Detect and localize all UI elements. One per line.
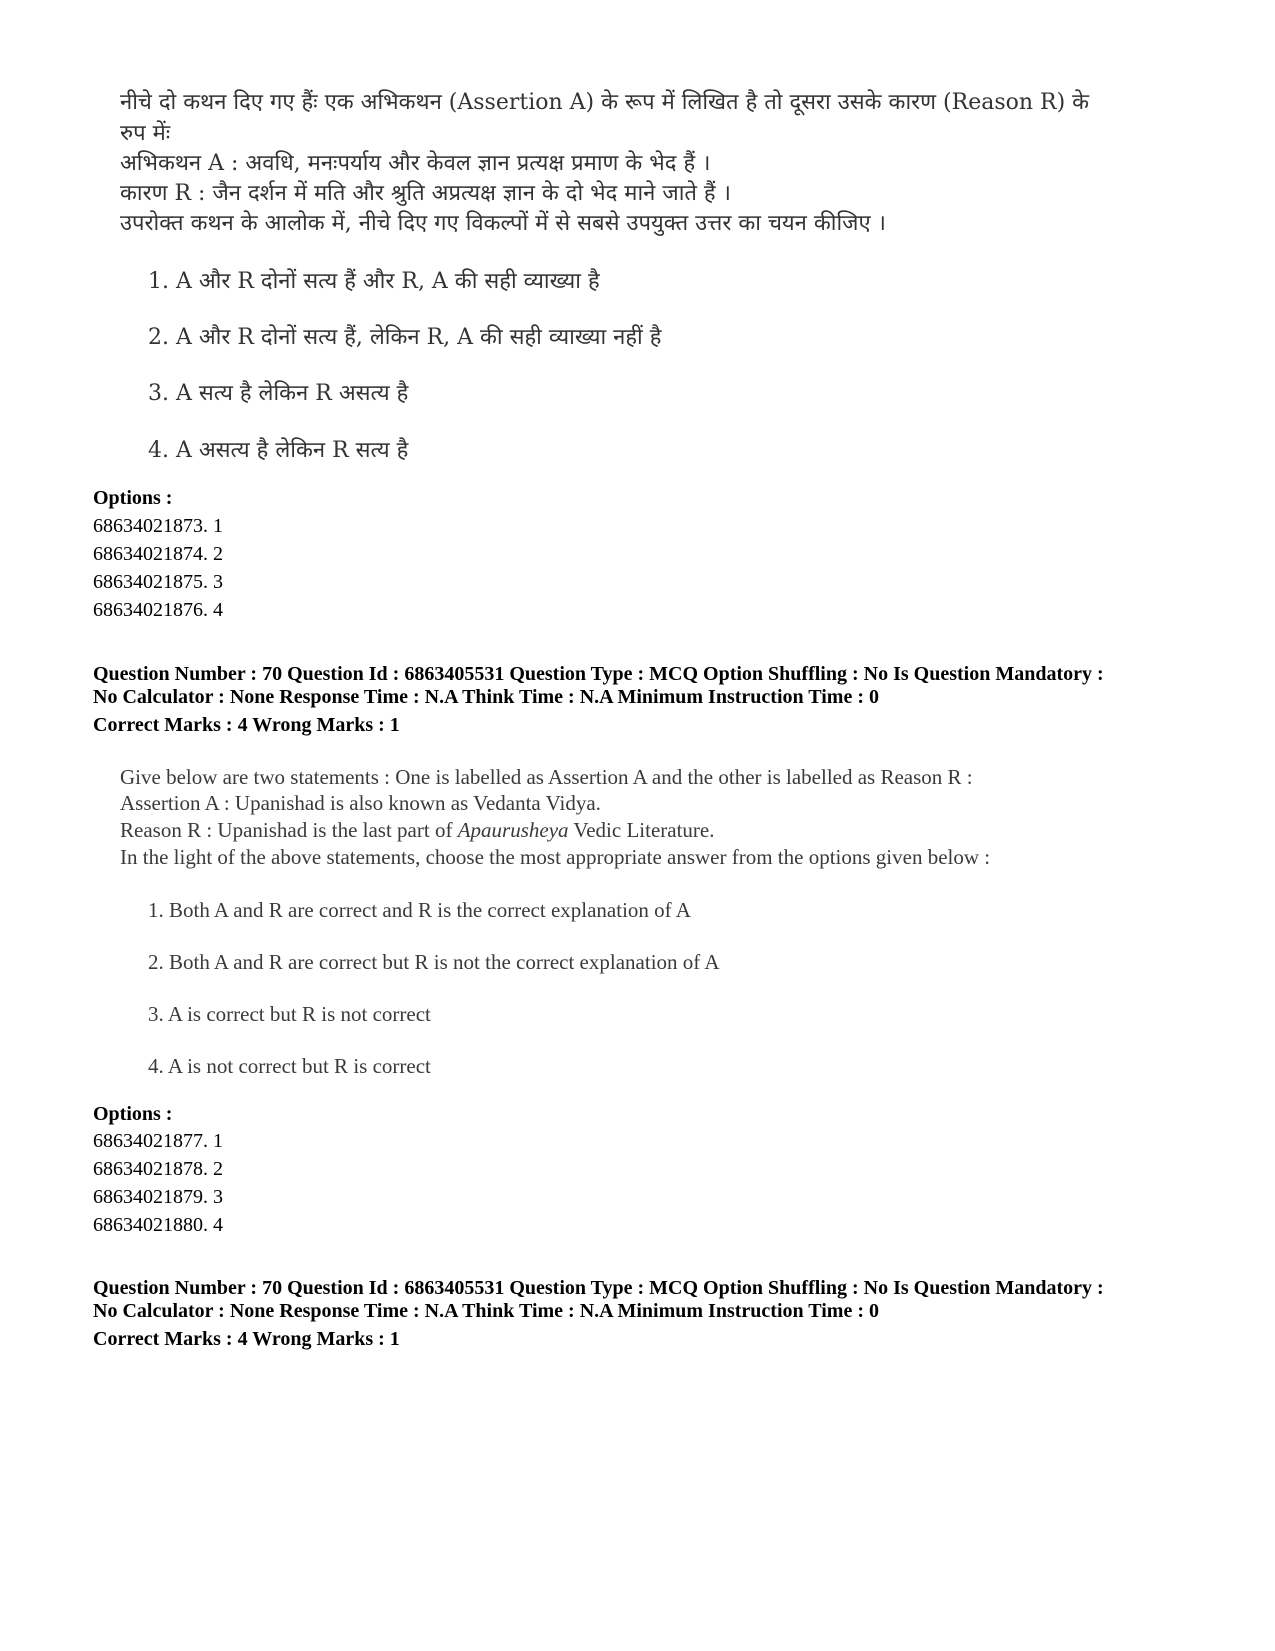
option-id-2: 68634021874. 2 [93,543,223,565]
option-id-3: 68634021875. 3 [93,571,223,593]
english-assertion-line: Assertion A : Upanishad is also known as Vedanta Vidya. [120,791,601,815]
hindi-reason-line: कारण R : जैन दर्शन में मति और श्रुति अप्रत्यक्ष ज्ञान के दो भेद माने जाते हैं । [120,181,731,206]
hindi-choice-4: 4. A असत्य है लेकिन R सत्य है [148,438,409,463]
hindi-choice-3: 3. A सत्य है लेकिन R असत्य है [148,381,409,406]
english-choice-2: 2. Both A and R are correct but R is not the correct explanation of A [148,950,720,974]
reason-suffix: Vedic Literature. [568,818,715,842]
english-reason-line [120,818,715,843]
option-id-3: 68634021879. 3 [93,1186,223,1208]
option-id-4: 68634021876. 4 [93,599,223,621]
english-choice-4: 4. A is not correct but R is correct [148,1054,431,1078]
meta-question-info: Question Number : 70 Question Id : 6863405531 Question Type : MCQ Option Shuffling : No Is Question Mandatory : [93,663,1104,685]
options-heading: Options : [93,487,173,509]
reason-prefix: Reason R : Upanishad is the last part of [120,818,458,842]
options-heading: Options : [93,1103,173,1125]
option-id-2: 68634021878. 2 [93,1158,223,1180]
option-id-4: 68634021880. 4 [93,1214,223,1236]
option-id-1: 68634021873. 1 [93,515,223,537]
meta-timing-info: No Calculator : None Response Time : N.A Think Time : N.A Minimum Instruction Time : 0 [93,1300,879,1322]
hindi-stem-line-1: नीचे दो कथन दिए गए हैंः एक अभिकथन (Assertion A) के रूप में लिखित है तो दूसरा उसके कारण (Reason R) के [120,90,1090,115]
english-choice-1: 1. Both A and R are correct and R is the correct explanation of A [148,898,691,922]
hindi-choice-2: 2. A और R दोनों सत्य हैं, लेकिन R, A की सही व्याख्या नहीं है [148,325,662,350]
meta-marks-info: Correct Marks : 4 Wrong Marks : 1 [93,1328,400,1350]
hindi-instruction-line: उपरोक्त कथन के आलोक में, नीचे दिए गए विकल्पों में से सबसे उपयुक्त उत्तर का चयन कीजिए । [120,211,886,236]
meta-question-info: Question Number : 70 Question Id : 6863405531 Question Type : MCQ Option Shuffling : No Is Question Mandatory : [93,1277,1104,1299]
option-id-1: 68634021877. 1 [93,1130,223,1152]
english-instruction-line: In the light of the above statements, choose the most appropriate answer from the options given below : [120,845,991,869]
meta-timing-info: No Calculator : None Response Time : N.A Think Time : N.A Minimum Instruction Time : 0 [93,686,879,708]
hindi-stem-line-2: रुप मेंः [120,121,171,146]
english-stem-line-1: Give below are two statements : One is labelled as Assertion A and the other is labelled as Reason R : [120,765,973,789]
hindi-assertion-line: अभिकथन A : अवधि, मनःपर्याय और केवल ज्ञान प्रत्यक्ष प्रमाण के भेद हैं । [120,151,711,176]
meta-marks-info: Correct Marks : 4 Wrong Marks : 1 [93,714,400,736]
english-choice-3: 3. A is correct but R is not correct [148,1002,431,1026]
reason-italic-term: Apaurusheya [457,818,569,842]
hindi-choice-1: 1. A और R दोनों सत्य हैं और R, A की सही व्याख्या है [148,269,600,294]
